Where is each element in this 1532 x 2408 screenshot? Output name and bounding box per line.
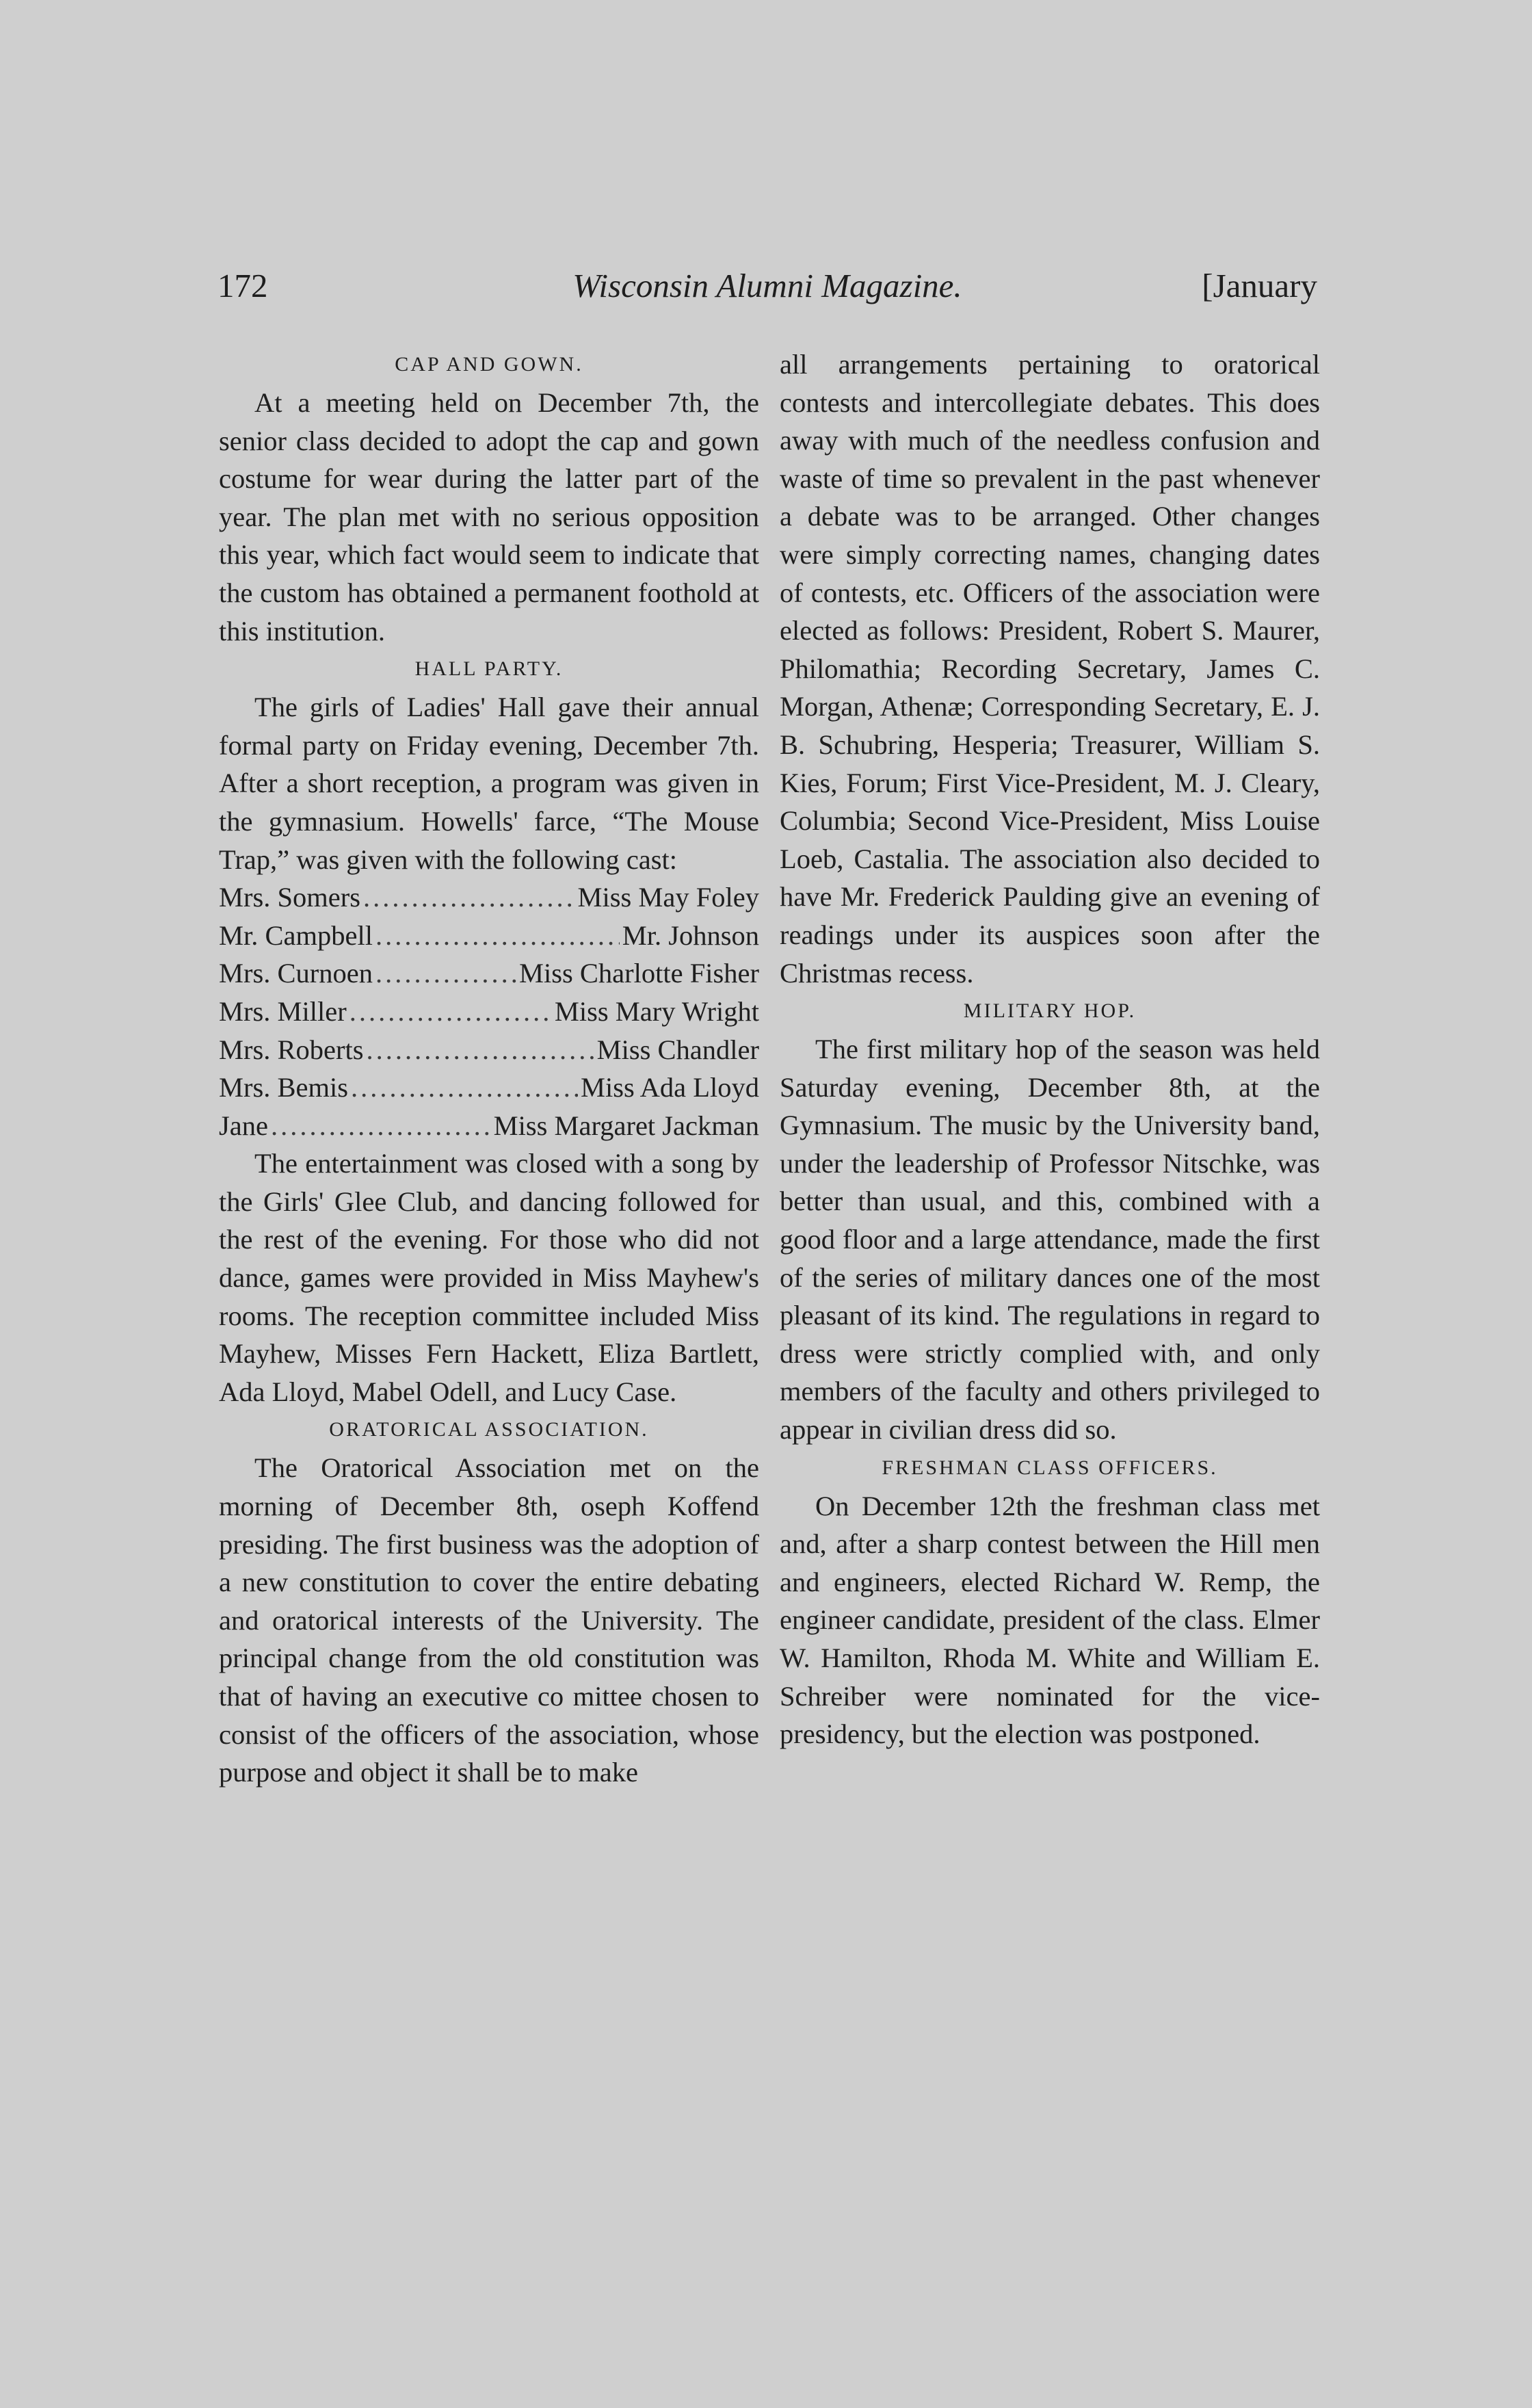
dot-leader bbox=[375, 917, 620, 955]
issue-month: [January bbox=[1202, 267, 1317, 304]
hall-party-paragraph: The girls of Ladies' Hall gave their annual formal party on Friday evening, December 7th. After a short reception, a program was given in the gymnasium. Howells' farce, “The Mouse Trap,” was given with the following cast: bbox=[219, 692, 759, 875]
cap-and-gown-paragraph: At a meeting held on December 7th, the senior class decided to adopt the cap and gown costume for wear during the latter part of the year. The plan met with no serious opposition this year, which fact would seem to indicate that the custom has obtained a permanent foothold at this institution. bbox=[219, 387, 759, 646]
left-column bbox=[219, 345, 759, 1792]
cast-row bbox=[219, 878, 759, 917]
dot-leader bbox=[271, 1107, 491, 1145]
cast-actor: Mr. Johnson bbox=[622, 919, 759, 951]
cast-role: Mrs. Curnoen bbox=[219, 958, 373, 989]
section-heading-military-hop: MILITARY HOP. bbox=[963, 999, 1137, 1023]
running-head bbox=[217, 259, 1317, 313]
dot-leader bbox=[375, 954, 516, 993]
hall-party-closing-paragraph: The entertainment was closed with a song by the Girls' Glee Club, and dancing followed for the rest of the evening. For those who did not dance, games were provided in Miss Mayhew's rooms. The reception committee included Miss Mayhew, Misses Fern Hackett, Eliza Bartlett, Ada Lloyd, Mabel Odell, and Lucy Case. bbox=[219, 1148, 759, 1407]
cast-actor: Miss Mary Wright bbox=[554, 995, 759, 1027]
magazine-title: Wisconsin Alumni Magazine. bbox=[572, 267, 962, 304]
cast-row bbox=[219, 917, 759, 955]
cast-actor: Miss Margaret Jackman bbox=[493, 1110, 759, 1141]
cast-list bbox=[219, 878, 759, 1144]
cast-role: Mrs. Bemis bbox=[219, 1072, 349, 1103]
cast-role: Jane bbox=[219, 1110, 268, 1141]
dot-leader bbox=[349, 993, 552, 1031]
section-heading-oratorical-association: ORATORICAL ASSOCIATION. bbox=[329, 1418, 649, 1441]
section-heading-hall-party: HALL PARTY. bbox=[414, 657, 564, 681]
page-number: 172 bbox=[217, 267, 268, 304]
dot-leader bbox=[351, 1069, 578, 1107]
cast-row bbox=[219, 1107, 759, 1145]
cast-role: Mrs. Roberts bbox=[219, 1034, 364, 1065]
dot-leader bbox=[363, 878, 574, 917]
cast-actor: Miss Charlotte Fisher bbox=[519, 958, 759, 989]
cast-role: Mrs. Somers bbox=[219, 882, 361, 913]
military-hop-paragraph: The first military hop of the season was held Saturday evening, December 8th, at the Gymnasium. The music by the University band, under the leadership of Professor Nitschke, was better than usual, and this, combined with a good floor and a large attendance, made the first of the series of military dances one of the most pleasant of its kind. The regulations in regard to dress were strictly complied with, and only members of the faculty and others privileged to appear in civilian dress did so. bbox=[780, 1034, 1320, 1445]
cast-role: Mrs. Miller bbox=[219, 995, 347, 1027]
cast-actor: Miss Ada Lloyd bbox=[580, 1072, 759, 1103]
right-column bbox=[780, 345, 1320, 1753]
cast-actor: Miss May Foley bbox=[577, 882, 759, 913]
cast-row bbox=[219, 954, 759, 993]
oratorical-association-paragraph: The Oratorical Association met on the morning of December 8th, oseph Koffend presiding. The first business was the adoption of a new constitution to cover the entire debating and oratorical interests of the University. The principal change from the old constitution was that of having an executive co mittee chosen to consist of the officers of the association, whose purpose and object it shall be to make bbox=[219, 1452, 759, 1788]
section-heading-cap-and-gown: CAP AND GOWN. bbox=[395, 353, 583, 376]
cast-role: Mr. Campbell bbox=[219, 919, 373, 951]
cast-row bbox=[219, 993, 759, 1031]
cast-row bbox=[219, 1069, 759, 1107]
cast-actor: Miss Chandler bbox=[596, 1034, 759, 1065]
section-heading-freshman-class-officers: FRESHMAN CLASS OFFICERS. bbox=[882, 1456, 1218, 1479]
freshman-class-officers-paragraph: On December 12th the freshman class met and, after a sharp contest between the Hill men and engineers, elected Richard W. Remp, the engineer candidate, president of the class. Elmer W. Hamilton, Rhoda M. White and William E. Schreiber were nominated for the vice-presidency, but the election was postponed. bbox=[780, 1490, 1320, 1750]
oratorical-continued-paragraph: all arrangements pertaining to oratorical contests and intercollegiate debates. This does away with much of the needless confusion and waste of time so prevalent in the past whenever a debate was to be arranged. Other changes were simply correcting names, changing dates of contests, etc. Officers of the association were elected as follows: President, Robert S. Maurer, Philomathia; Recording Secretary, James C. Morgan, Athenæ; Corresponding Secretary, E. J. B. Schubring, Hesperia; Treasurer, William S. Kies, Forum; First Vice-President, M. J. Cleary, Columbia; Second Vice-President, Miss Louise Loeb, Castalia. The association also decided to have Mr. Frederick Paulding give an evening of readings under its auspices soon after the Christmas recess. bbox=[780, 349, 1320, 989]
dot-leader bbox=[367, 1031, 594, 1069]
cast-row bbox=[219, 1031, 759, 1069]
